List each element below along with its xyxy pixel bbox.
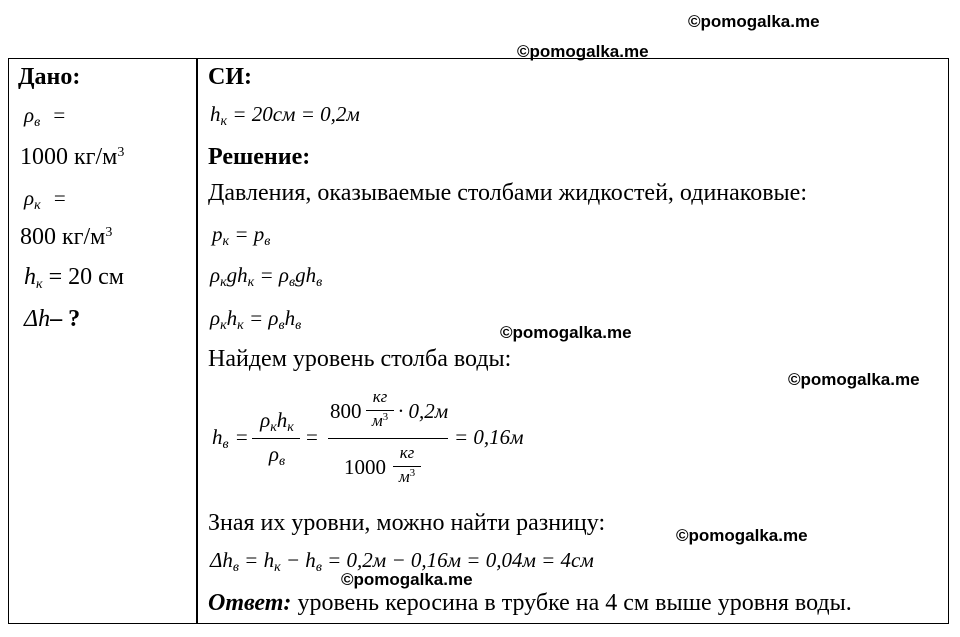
solution-title: Решение:	[208, 144, 311, 170]
watermark: ©pomogalka.me	[688, 12, 820, 31]
solution-table	[8, 58, 949, 624]
given-find: Δh– ?	[24, 306, 81, 332]
given-rho-kerosene: $\rho_к$ =	[24, 186, 66, 213]
solution-text-2: Найдем уровень столба воды:	[208, 346, 512, 372]
watermark: ©pomogalka.me	[676, 526, 808, 545]
given-height-kerosene: $h_к = 20$ см	[24, 264, 124, 292]
solution-text-1: Давления, оказываемые столбами жидкостей, одинаковые:	[208, 180, 808, 206]
equation-difference: $\Delta h_в = h_к - h_в = 0,2м - 0,16м = 0,04м = 4см$	[210, 548, 594, 575]
si-line: $h_к = 20см = 0,2м$	[210, 102, 360, 129]
equation-pressures: $p_к = p_в$	[212, 222, 271, 249]
fraction-1-denominator: $\rho_в$	[268, 442, 286, 469]
fraction-1-bar	[252, 438, 300, 439]
fraction-2-num-value: 800	[330, 399, 362, 423]
formula-result: = 0,16м	[454, 425, 524, 449]
formula-lhs: $h_в$ =	[212, 425, 248, 452]
watermark: ©pomogalka.me	[500, 323, 632, 342]
equation-simplified: $\rho_кh_к = \rho_вh_в$	[210, 306, 302, 333]
fraction-2-num-rest: · 0,2м	[398, 399, 449, 423]
given-rho-water: $\rho_в$ =	[24, 103, 66, 130]
answer-label: Ответ:	[208, 590, 292, 616]
fraction-1-numerator: $\rho_кh_к$	[260, 408, 294, 435]
watermark: ©pomogalka.me	[517, 42, 649, 61]
fraction-2-num-unit-bottom: $м^3$	[371, 411, 389, 430]
given-rho-water-value: 1000 $кг/м^3$	[20, 144, 125, 170]
fraction-2-bar	[328, 438, 448, 439]
equation-hydrostatic: $\rho_кgh_к = \rho_вgh_в$	[210, 263, 323, 290]
fraction-2-den-unit-top: кг	[399, 443, 415, 462]
fraction-2-den-value: 1000	[344, 455, 386, 479]
fraction-2-num-unit-top: кг	[372, 387, 388, 406]
watermark: ©pomogalka.me	[341, 570, 473, 589]
given-rho-kerosene-value: 800 $кг/м^3$	[20, 224, 113, 250]
column-divider	[196, 58, 198, 624]
solution-text-3: Зная их уровни, можно найти разницу:	[208, 510, 606, 536]
given-title: Дано:	[18, 64, 81, 90]
answer-text: уровень керосина в трубке на 4 см выше уровня воды.	[291, 590, 852, 616]
formula-eq-2: =	[306, 425, 318, 449]
fraction-2-den-unit-bottom: $м^3$	[398, 467, 416, 486]
answer	[208, 590, 852, 617]
si-title: СИ:	[208, 64, 252, 90]
watermark: ©pomogalka.me	[788, 370, 920, 389]
